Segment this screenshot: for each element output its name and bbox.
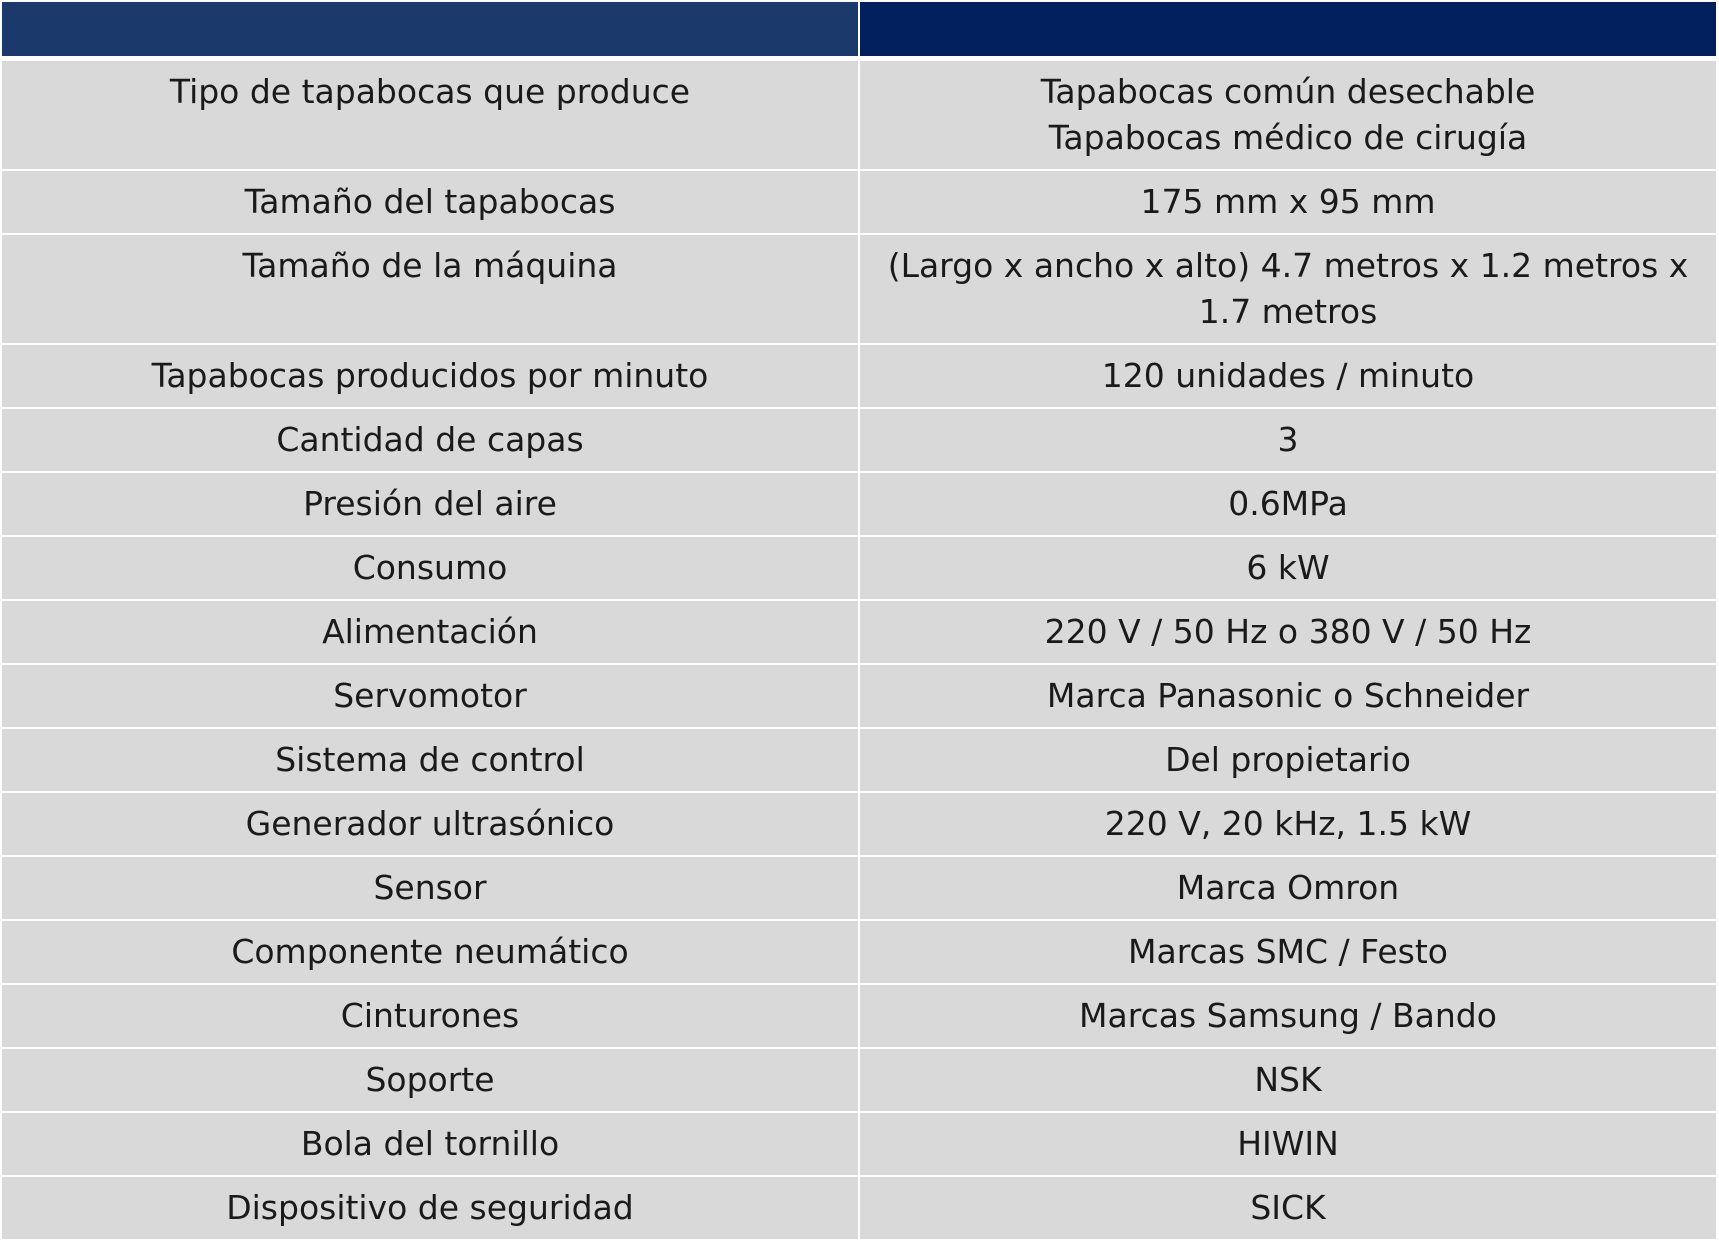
- row-label: Componente neumático: [2, 921, 860, 985]
- row-label: Tapabocas producidos por minuto: [2, 345, 860, 409]
- row-value: 0.6MPa: [860, 473, 1716, 537]
- row-value: NSK: [860, 1049, 1716, 1113]
- row-value: Del propietario: [860, 729, 1716, 793]
- row-value: HIWIN: [860, 1113, 1716, 1177]
- table-row: [2, 793, 1716, 857]
- row-label: Tamaño de la máquina: [2, 235, 860, 345]
- row-label: Sensor: [2, 857, 860, 921]
- table-row: [2, 171, 1716, 235]
- row-label: Consumo: [2, 537, 860, 601]
- row-value: SICK: [860, 1177, 1716, 1241]
- table-row: [2, 857, 1716, 921]
- row-value: Marcas SMC / Festo: [860, 921, 1716, 985]
- table-row: [2, 235, 1716, 345]
- row-label: Tamaño del tapabocas: [2, 171, 860, 235]
- row-value: Tapabocas común desechable Tapabocas médico de cirugía: [860, 61, 1716, 171]
- table-row: [2, 601, 1716, 665]
- header-cell-left: [2, 2, 860, 61]
- table-row: [2, 537, 1716, 601]
- table-row: [2, 1113, 1716, 1177]
- table-row: [2, 473, 1716, 537]
- row-value: Marca Panasonic o Schneider: [860, 665, 1716, 729]
- table-row: [2, 1049, 1716, 1113]
- row-value: 175 mm x 95 mm: [860, 171, 1716, 235]
- row-value: 220 V, 20 kHz, 1.5 kW: [860, 793, 1716, 857]
- row-label: Bola del tornillo: [2, 1113, 860, 1177]
- table-row: [2, 409, 1716, 473]
- header-row: [2, 2, 1716, 61]
- row-label: Servomotor: [2, 665, 860, 729]
- row-value: Marcas Samsung / Bando: [860, 985, 1716, 1049]
- row-label: Tipo de tapabocas que produce: [2, 61, 860, 171]
- header-cell-right: [860, 2, 1716, 61]
- table-row: [2, 345, 1716, 409]
- row-label: Presión del aire: [2, 473, 860, 537]
- table-row: [2, 61, 1716, 171]
- table-row: [2, 1177, 1716, 1241]
- row-label: Sistema de control: [2, 729, 860, 793]
- table-row: [2, 665, 1716, 729]
- row-label: Cantidad de capas: [2, 409, 860, 473]
- row-label: Generador ultrasónico: [2, 793, 860, 857]
- row-value: (Largo x ancho x alto) 4.7 metros x 1.2 metros x 1.7 metros: [860, 235, 1716, 345]
- row-label: Alimentación: [2, 601, 860, 665]
- row-value: 120 unidades / minuto: [860, 345, 1716, 409]
- row-value: Marca Omron: [860, 857, 1716, 921]
- row-value: 220 V / 50 Hz o 380 V / 50 Hz: [860, 601, 1716, 665]
- table-row: [2, 985, 1716, 1049]
- row-label: Dispositivo de seguridad: [2, 1177, 860, 1241]
- spec-table: [2, 2, 1716, 1241]
- table-row: [2, 921, 1716, 985]
- row-value: 3: [860, 409, 1716, 473]
- table-row: [2, 729, 1716, 793]
- table-body: [2, 61, 1716, 1241]
- row-value: 6 kW: [860, 537, 1716, 601]
- row-label: Cinturones: [2, 985, 860, 1049]
- row-label: Soporte: [2, 1049, 860, 1113]
